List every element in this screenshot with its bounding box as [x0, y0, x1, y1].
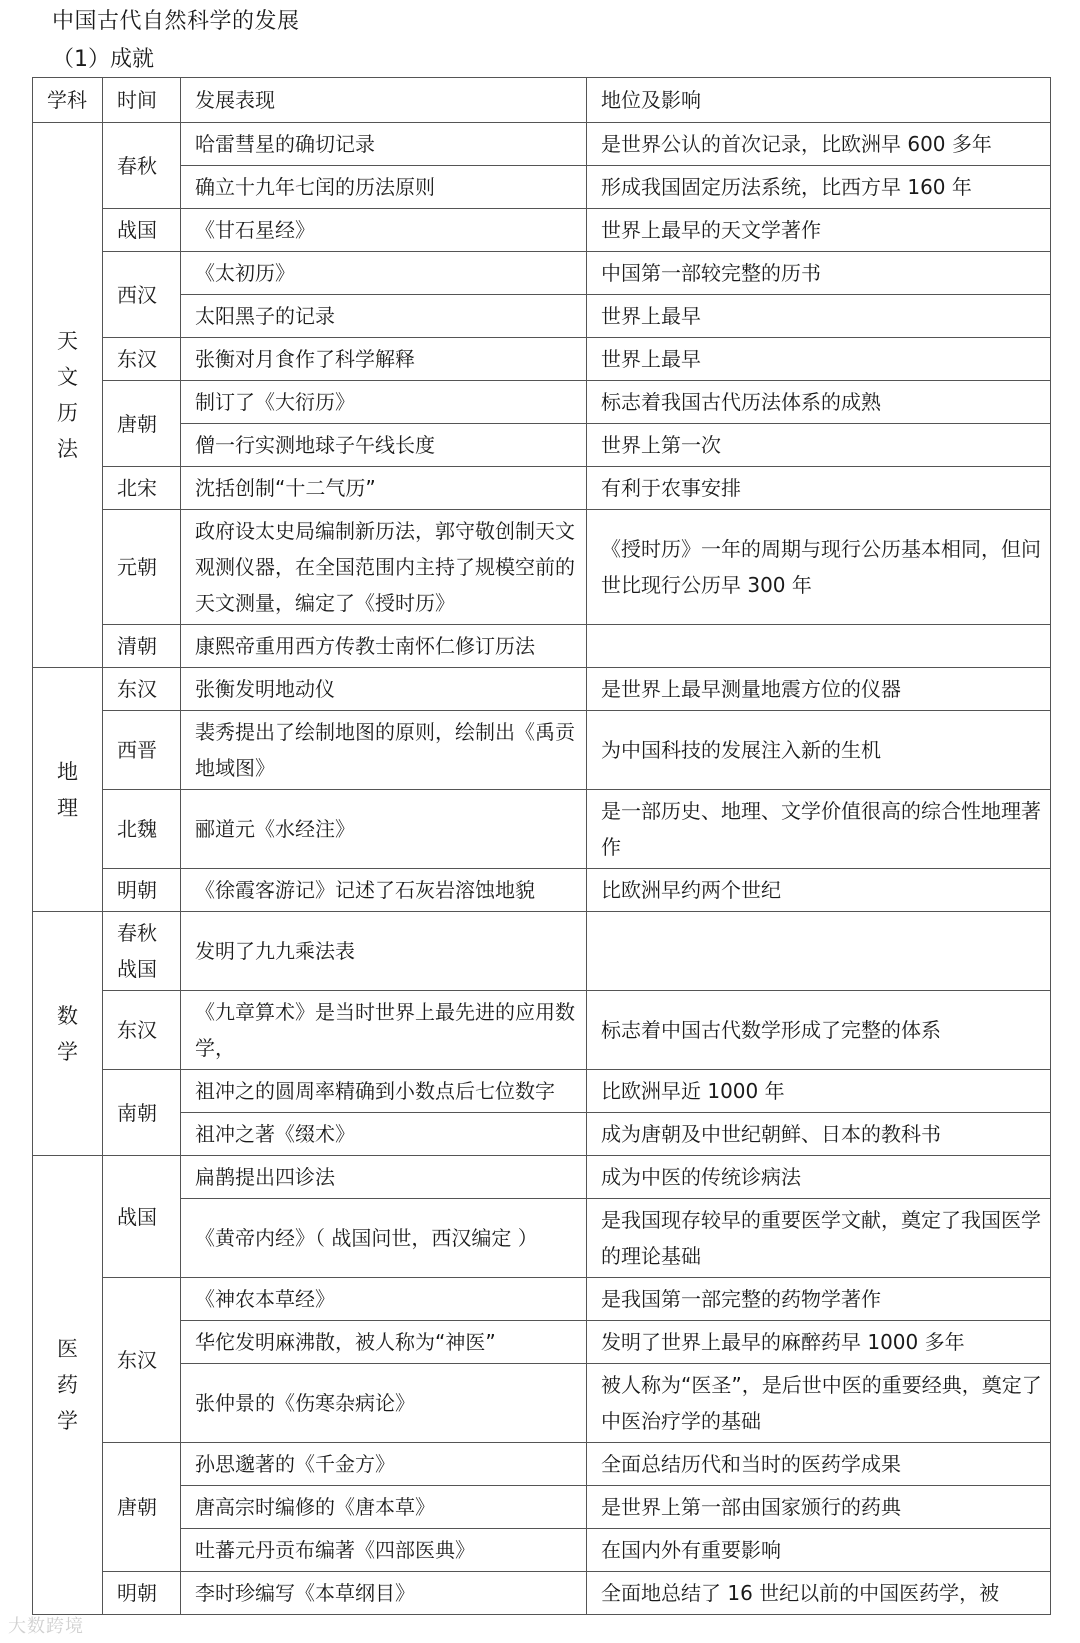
header-development: 发展表现: [181, 78, 587, 123]
time-cell: 唐朝: [103, 1443, 181, 1572]
subject-label: 天文历法: [57, 329, 78, 461]
table-row: [33, 991, 1051, 1070]
impact-cell: 世界上第一次: [587, 424, 1051, 467]
development-cell: 《甘石星经》: [181, 209, 587, 252]
impact-cell: 是我国现存较早的重要医学文献，奠定了我国医学的理论基础: [587, 1199, 1051, 1278]
impact-cell: 是我国第一部完整的药物学著作: [587, 1278, 1051, 1321]
impact-cell: 成为唐朝及中世纪朝鲜、日本的教科书: [587, 1113, 1051, 1156]
table-row: [33, 424, 1051, 467]
development-cell: 裴秀提出了绘制地图的原则，绘制出《禹贡地域图》: [181, 711, 587, 790]
development-cell: 制订了《大衍历》: [181, 381, 587, 424]
table-row: [33, 625, 1051, 668]
table-row: [33, 295, 1051, 338]
subject-cell: [33, 123, 103, 668]
development-cell: 扁鹊提出四诊法: [181, 1156, 587, 1199]
table-row: [33, 711, 1051, 790]
table-row: [33, 668, 1051, 711]
table-row: [33, 1156, 1051, 1199]
impact-cell: 比欧洲早近 1000 年: [587, 1070, 1051, 1113]
table-row: [33, 1070, 1051, 1113]
impact-cell: 被人称为“医圣”，是后世中医的重要经典，奠定了中医治疗学的基础: [587, 1364, 1051, 1443]
section-subtitle: （1）成就: [52, 47, 154, 72]
subject-cell: [33, 1156, 103, 1615]
science-achievements-table: [32, 77, 1051, 1615]
development-cell: 僧一行实测地球子午线长度: [181, 424, 587, 467]
impact-cell: 发明了世界上最早的麻醉药早 1000 多年: [587, 1321, 1051, 1364]
impact-cell: [587, 912, 1051, 991]
table-row: [33, 1486, 1051, 1529]
impact-cell: 比欧洲早约两个世纪: [587, 869, 1051, 912]
impact-cell: 是世界公认的首次记录，比欧洲早 600 多年: [587, 123, 1051, 166]
time-cell: 东汉: [103, 668, 181, 711]
development-cell: 《黄帝内经》（ 战国问世，西汉编定 ）: [181, 1199, 587, 1278]
development-cell: 郦道元《水经注》: [181, 790, 587, 869]
development-cell: 张衡对月食作了科学解释: [181, 338, 587, 381]
table-row: [33, 467, 1051, 510]
impact-cell: 为中国科技的发展注入新的生机: [587, 711, 1051, 790]
time-cell: 春秋战国: [103, 912, 181, 991]
development-cell: 华佗发明麻沸散，被人称为“神医”: [181, 1321, 587, 1364]
impact-cell: 形成我国固定历法系统，比西方早 160 年: [587, 166, 1051, 209]
development-cell: 《太初历》: [181, 252, 587, 295]
impact-cell: 世界上最早的天文学著作: [587, 209, 1051, 252]
impact-cell: 《授时历》一年的周期与现行公历基本相同，但问世比现行公历早 300 年: [587, 510, 1051, 625]
development-cell: 吐蕃元丹贡布编著《四部医典》: [181, 1529, 587, 1572]
table-row: [33, 869, 1051, 912]
impact-cell: 世界上最早: [587, 338, 1051, 381]
development-cell: 张仲景的《伤寒杂病论》: [181, 1364, 587, 1443]
table-row: [33, 790, 1051, 869]
development-cell: 祖冲之的圆周率精确到小数点后七位数字: [181, 1070, 587, 1113]
development-cell: 祖冲之著《缀术》: [181, 1113, 587, 1156]
time-cell: 元朝: [103, 510, 181, 625]
table-row: [33, 1321, 1051, 1364]
header-subject: 学科: [33, 78, 103, 123]
page-title: 中国古代自然科学的发展: [52, 9, 300, 34]
impact-cell: 是世界上第一部由国家颁行的药典: [587, 1486, 1051, 1529]
time-cell: 东汉: [103, 338, 181, 381]
impact-cell: [587, 625, 1051, 668]
impact-cell: 中国第一部较完整的历书: [587, 252, 1051, 295]
development-cell: 哈雷彗星的确切记录: [181, 123, 587, 166]
time-cell: 北宋: [103, 467, 181, 510]
development-cell: 唐高宗时编修的《唐本草》: [181, 1486, 587, 1529]
development-cell: 张衡发明地动仪: [181, 668, 587, 711]
impact-cell: 有利于农事安排: [587, 467, 1051, 510]
time-cell: 北魏: [103, 790, 181, 869]
time-cell: 春秋: [103, 123, 181, 209]
time-cell: 明朝: [103, 869, 181, 912]
table-row: [33, 166, 1051, 209]
table-row: [33, 209, 1051, 252]
table-row: [33, 1364, 1051, 1443]
table-row: [33, 1443, 1051, 1486]
subject-label: 医药学: [57, 1337, 78, 1433]
impact-cell: 全面总结历代和当时的医药学成果: [587, 1443, 1051, 1486]
development-cell: 李时珍编写《本草纲目》: [181, 1572, 587, 1615]
impact-cell: 在国内外有重要影响: [587, 1529, 1051, 1572]
time-cell: 东汉: [103, 991, 181, 1070]
table-row: [33, 1572, 1051, 1615]
time-cell: 唐朝: [103, 381, 181, 467]
watermark-text: 大数跨境: [8, 1616, 84, 1637]
time-cell: 西晋: [103, 711, 181, 790]
development-cell: 孙思邈著的《千金方》: [181, 1443, 587, 1486]
development-cell: 《神农本草经》: [181, 1278, 587, 1321]
subject-label: 地理: [57, 759, 78, 820]
impact-cell: 标志着我国古代历法体系的成熟: [587, 381, 1051, 424]
table-row: [33, 123, 1051, 166]
table-row: [33, 1113, 1051, 1156]
subject-cell: [33, 668, 103, 912]
time-cell: 战国: [103, 1156, 181, 1278]
table-row: [33, 1529, 1051, 1572]
development-cell: 发明了九九乘法表: [181, 912, 587, 991]
impact-cell: 是世界上最早测量地震方位的仪器: [587, 668, 1051, 711]
table-row: [33, 1278, 1051, 1321]
impact-cell: 成为中医的传统诊病法: [587, 1156, 1051, 1199]
development-cell: 康熙帝重用西方传教士南怀仁修订历法: [181, 625, 587, 668]
time-cell: 清朝: [103, 625, 181, 668]
table-row: [33, 1199, 1051, 1278]
time-cell: 南朝: [103, 1070, 181, 1156]
development-cell: 《九章算术》是当时世界上最先进的应用数学，: [181, 991, 587, 1070]
subject-label: 数学: [57, 1003, 78, 1064]
impact-cell: 标志着中国古代数学形成了完整的体系: [587, 991, 1051, 1070]
header-time: 时间: [103, 78, 181, 123]
time-cell: 西汉: [103, 252, 181, 338]
table-row: [33, 510, 1051, 625]
table-row: [33, 338, 1051, 381]
development-cell: 沈括创制“十二气历”: [181, 467, 587, 510]
table-row: [33, 381, 1051, 424]
table-row: [33, 252, 1051, 295]
development-cell: 太阳黑子的记录: [181, 295, 587, 338]
subject-cell: [33, 912, 103, 1156]
time-cell: 明朝: [103, 1572, 181, 1615]
time-cell: 东汉: [103, 1278, 181, 1443]
impact-cell: 世界上最早: [587, 295, 1051, 338]
impact-cell: 全面地总结了 16 世纪以前的中国医药学，被: [587, 1572, 1051, 1615]
table-header-row: [33, 78, 1051, 123]
development-cell: 确立十九年七闰的历法原则: [181, 166, 587, 209]
header-impact: 地位及影响: [587, 78, 1051, 123]
development-cell: 《徐霞客游记》记述了石灰岩溶蚀地貌: [181, 869, 587, 912]
development-cell: 政府设太史局编制新历法，郭守敬创制天文观测仪器，在全国范围内主持了规模空前的天文测量，编定了《授时历》: [181, 510, 587, 625]
time-cell: 战国: [103, 209, 181, 252]
impact-cell: 是一部历史、地理、文学价值很高的综合性地理著作: [587, 790, 1051, 869]
table-row: [33, 912, 1051, 991]
